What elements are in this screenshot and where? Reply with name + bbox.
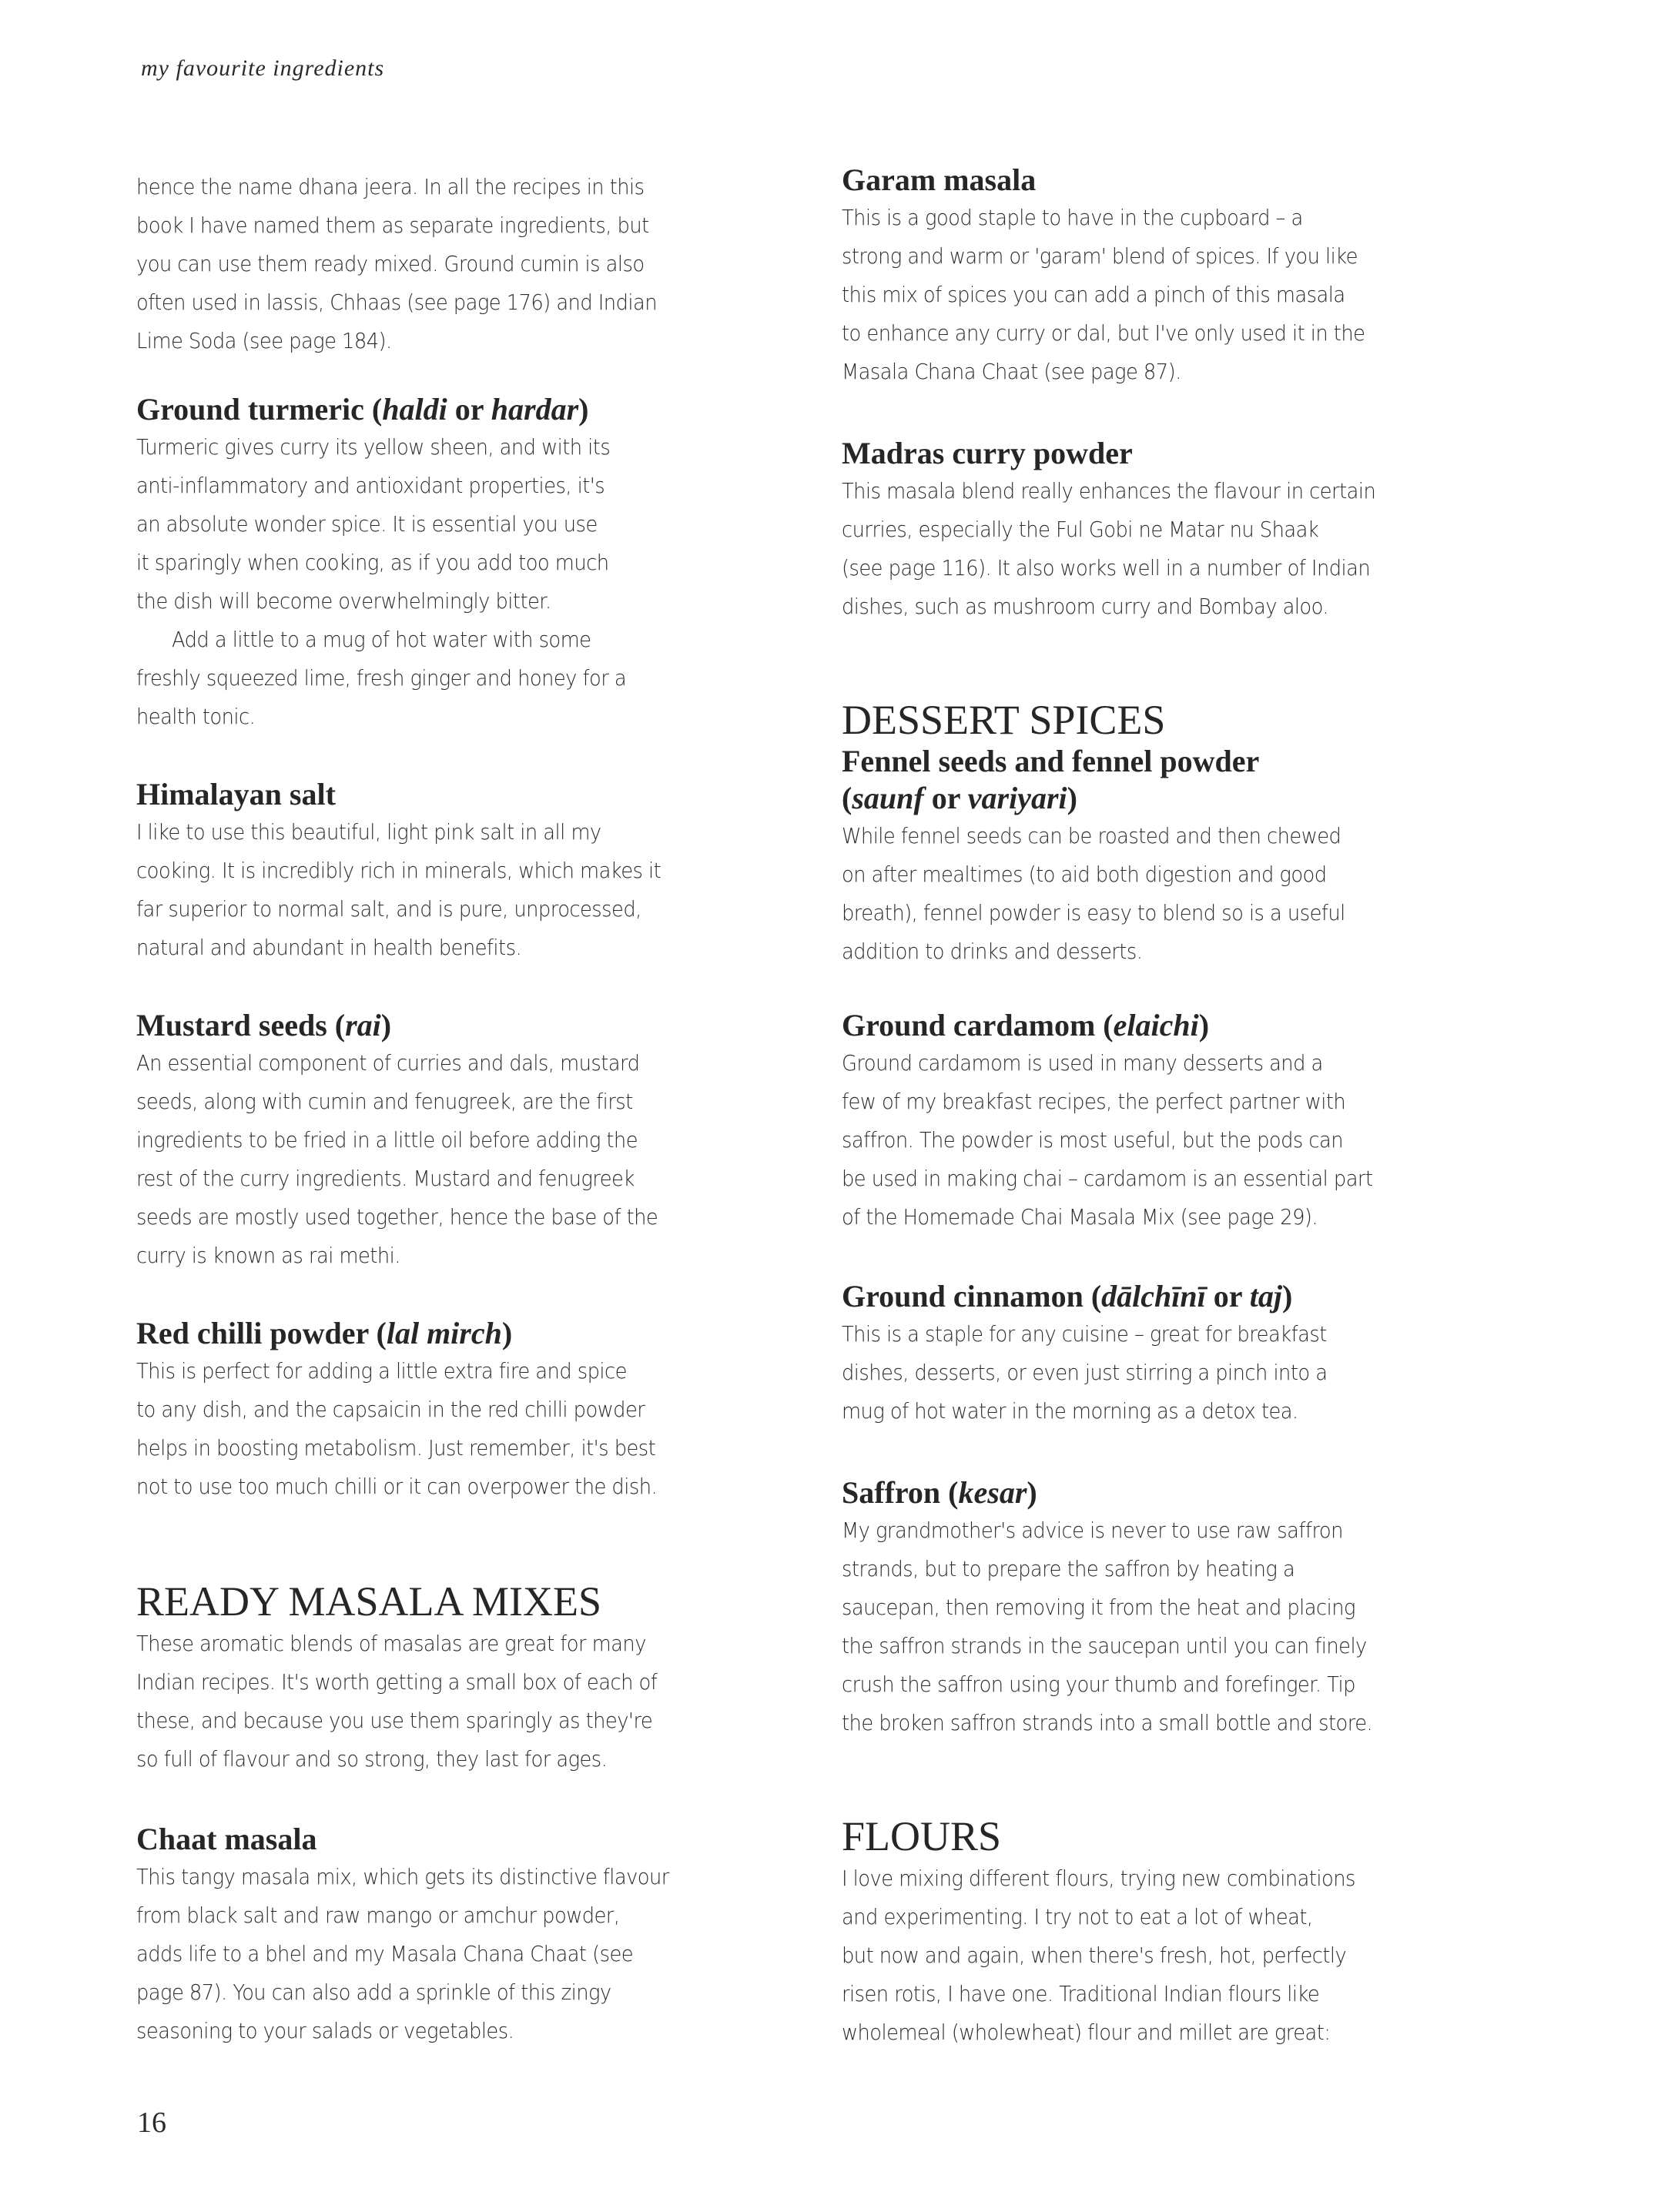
himalayan-salt-heading: Himalayan salt (136, 777, 336, 812)
madras-body: This masala blend really enhances the flavour in certain curries, especially the Ful Gobi ne Matar nu Shaak (see page 116). It also works well in a number of Indian dishes, such as mushroom curry and Bombay aloo. (842, 478, 1376, 619)
cardamom-section (842, 1007, 1504, 1237)
chaat-masala-section (136, 1821, 783, 2050)
flours-section (842, 1813, 1504, 2052)
cinnamon-section (842, 1278, 1504, 1431)
turmeric-section (136, 391, 783, 736)
cardamom-body: Ground cardamom is used in many desserts and a few of my breakfast recipes, the perfect partner with saffron. The powder is most useful, but the pods can be used in making chai – cardamom is an essential part of the Homemade Chai Masala Mix (see page 29). (842, 1050, 1373, 1230)
mustard-seeds-body: An essential component of curries and dals, mustard seeds, along with cumin and fenugreek, are the first ingredients to be fried in a little oil before adding the rest of the curry ingredients. Mustard and fenugreek seeds are mostly used together, hence the base of the curry is known as rai methi. (136, 1050, 658, 1268)
saffron-body: My grandmother's advice is never to use raw saffron strands, but to prepare the saffron by heating a saucepan, then removing it from the heat and placing the saffron strands in the saucepan until you can finely crush the saffron using your thumb and forefinger. Tip the broken saffron strands into a small bottle and store. (842, 1518, 1373, 1735)
intro-body: hence the name dhana jeera. In all the recipes in this book I have named them as separate ingredients, but you can use them ready mixed. Ground cumin is also often used in lassis, Chhaas (see page 176) and Indian Lime Soda (see page 184). (136, 174, 657, 353)
fennel-body: While fennel seeds can be roasted and then chewed on after mealtimes (to aid both digestion and good breath), fennel powder is easy to blend so is a useful addition to drinks and desserts. (842, 823, 1345, 964)
mustard-seeds-section (136, 1007, 783, 1275)
himalayan-salt-section (136, 776, 783, 967)
chaat-masala-heading: Chaat masala (136, 1822, 317, 1856)
red-chilli-section (136, 1315, 783, 1506)
fennel-heading-line2: (saunf or variyari) (842, 781, 1077, 815)
red-chilli-heading: Red chilli powder (lal mirch) (136, 1316, 513, 1350)
ready-masala-section (136, 1578, 783, 1779)
dessert-spices-section (842, 697, 1504, 971)
flours-body: I love mixing different flours, trying new combinations and experimenting. I try not to eat a lot of wheat, but now and again, when there's fresh, hot, perfectly risen rotis, I have one. Traditional Indian flours like wholemeal (wholewheat) flour and millet are great: (842, 1866, 1355, 2045)
madras-section (842, 435, 1504, 626)
ready-masala-body: These aromatic blends of masalas are great for many Indian recipes. It's worth getting a small box of each of these, and because you use them sparingly as they're so full of flavour and so strong, they last for ages. (136, 1631, 658, 1772)
garam-masala-heading: Garam masala (842, 162, 1037, 197)
garam-masala-body: This is a good staple to have in the cupboard – a strong and warm or 'garam' blend of spices. If you like this mix of spices you can add a pinch of this masala to enhance any curry or dal, but I've only used it in the Masala Chana Chaat (see page 87). (842, 205, 1365, 384)
dessert-spices-heading: DESSERT SPICES (842, 697, 1166, 743)
himalayan-salt-body: I like to use this beautiful, light pink salt in all my cooking. It is incredibly rich in minerals, which makes it far superior to normal salt, and is pure, unprocessed, natural and abundant in health benefits. (136, 819, 662, 960)
chaat-masala-body: This tangy masala mix, which gets its distinctive flavour from black salt and raw mango or amchur powder, adds life to a bhel and my Masala Chana Chaat (see page 87). You can also add a sprinkle of this zingy seasoning to your salads or vegetables. (136, 1864, 669, 2043)
saffron-section (842, 1474, 1504, 1742)
madras-heading: Madras curry powder (842, 436, 1133, 470)
cinnamon-heading: Ground cinnamon (dālchīnī or taj) (842, 1279, 1293, 1313)
flours-heading: FLOURS (842, 1813, 1002, 1859)
ready-masala-heading: READY MASALA MIXES (136, 1578, 602, 1625)
mustard-seeds-heading: Mustard seeds (rai) (136, 1008, 392, 1042)
fennel-heading-line1: Fennel seeds and fennel powder (842, 744, 1260, 778)
garam-masala-section (842, 162, 1504, 391)
intro-section (136, 168, 783, 360)
turmeric-heading: Ground turmeric (haldi or hardar) (136, 392, 589, 427)
red-chilli-body: This is perfect for adding a little extra fire and spice to any dish, and the capsaicin in the red chilli powder helps in boosting metabolism. Just remember, it's best not to use too much chilli or it can overpower the dish. (136, 1358, 658, 1499)
running-head: my favourite ingredients (141, 55, 385, 81)
cinnamon-body: This is a staple for any cuisine – great for breakfast dishes, desserts, or even just stirring a pinch into a mug of hot water in the morning as a detox tea. (842, 1321, 1328, 1424)
page-number: 16 (137, 2107, 166, 2139)
saffron-heading: Saffron (kesar) (842, 1475, 1037, 1510)
turmeric-body: Turmeric gives curry its yellow sheen, and with its anti-inflammatory and antioxidant properties, it's an absolute wonder spice. It is essential you use it sparingly when cooking, as if you add too much the dish will become overwhelmingly bitter. Add a little to a mug of hot water with some freshly squeezed lime, fresh ginger and honey for a health tonic. (136, 434, 627, 729)
cardamom-heading: Ground cardamom (elaichi) (842, 1008, 1210, 1042)
